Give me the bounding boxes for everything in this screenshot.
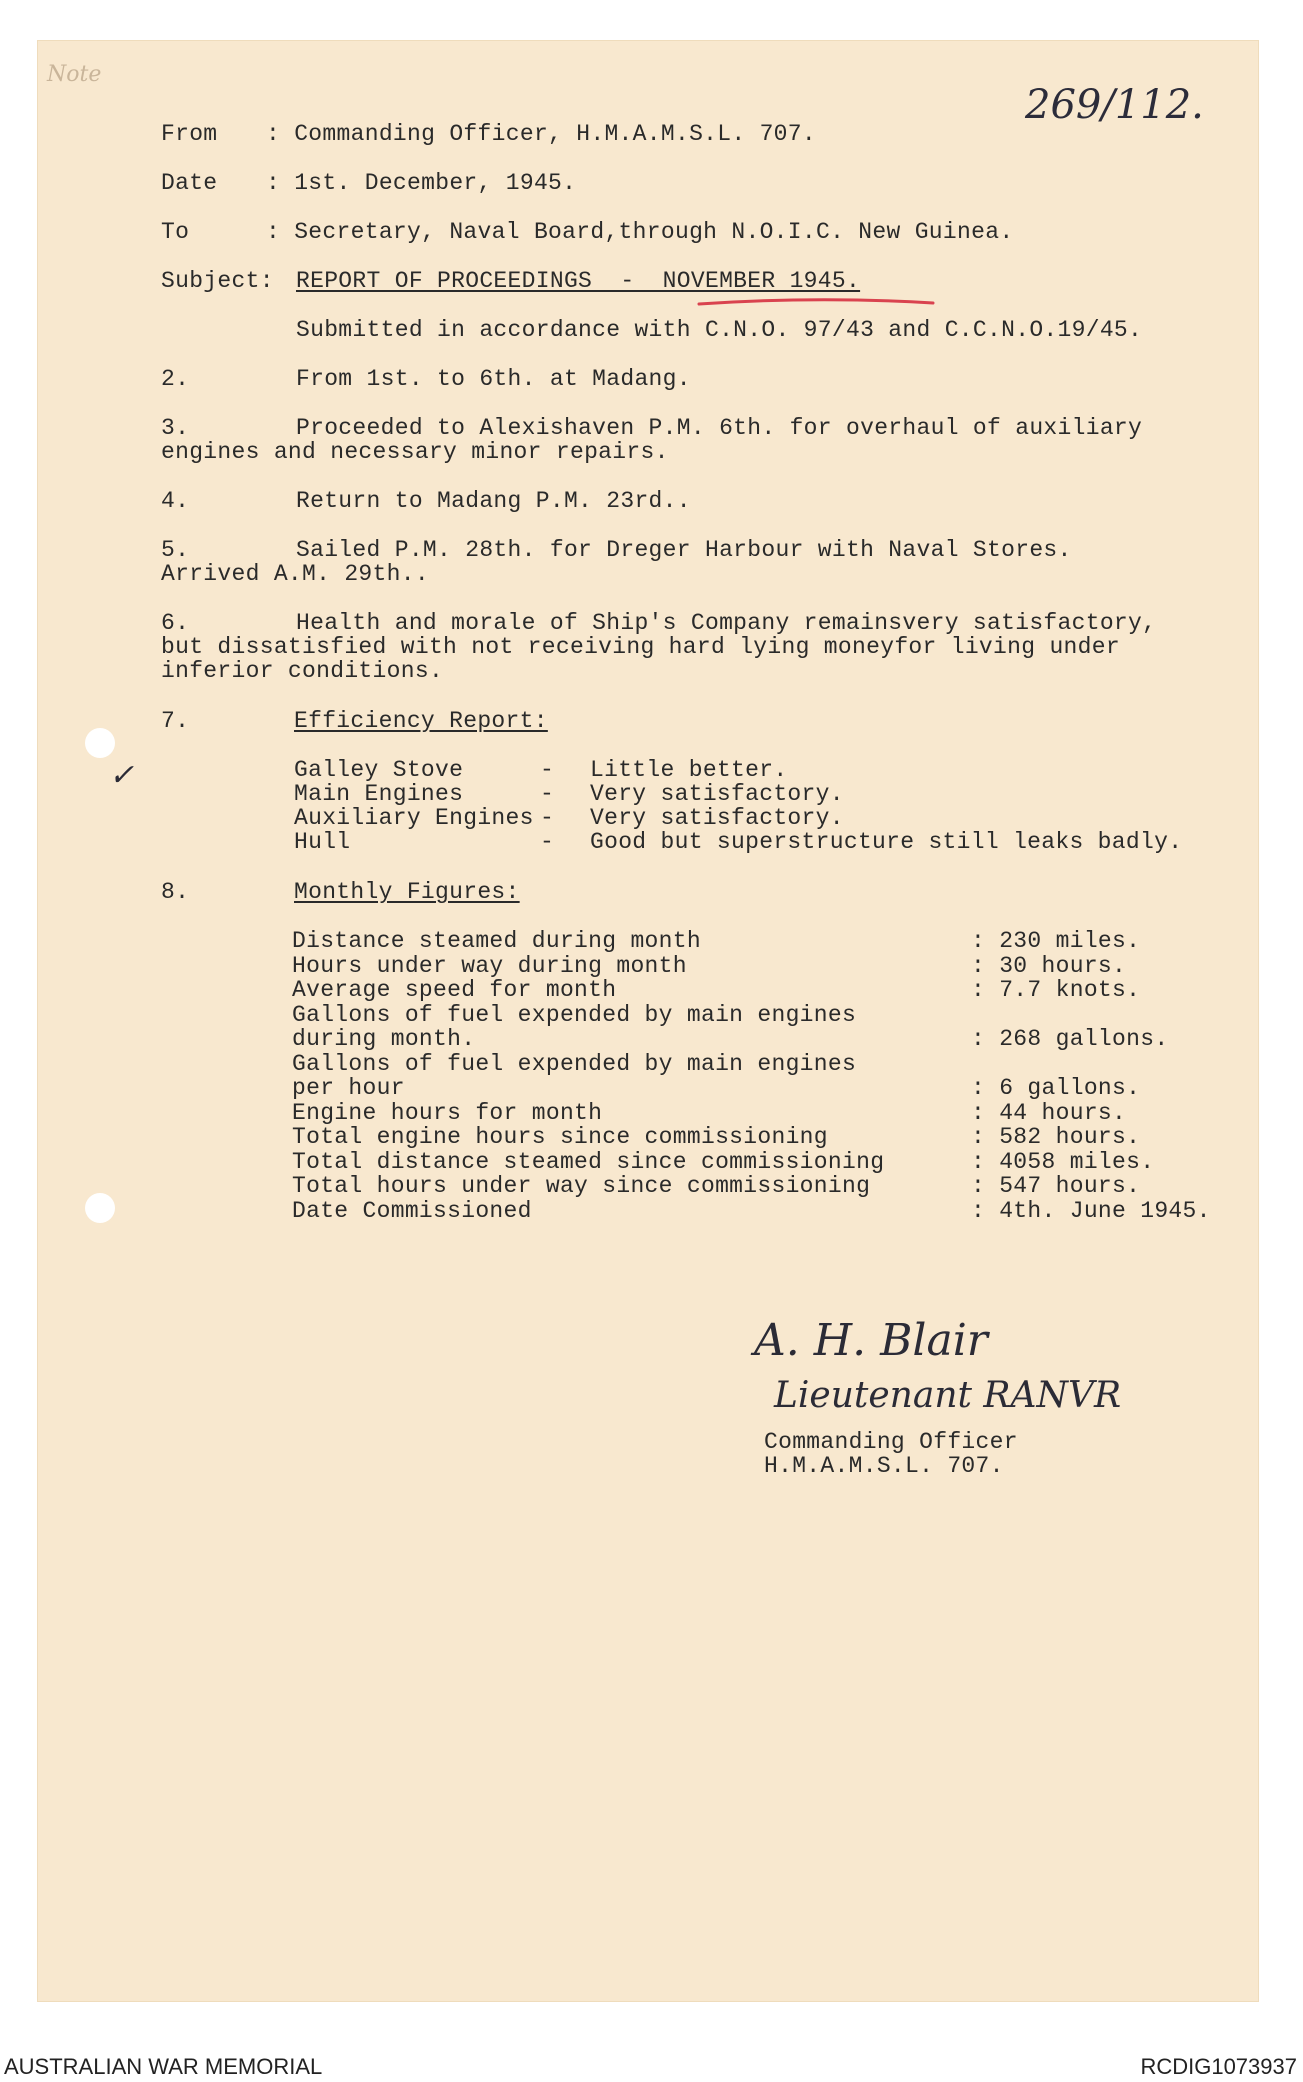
figure-value: : 582 hours. xyxy=(971,1124,1141,1150)
efficiency-separator: - xyxy=(540,805,555,831)
efficiency-status: Very satisfactory. xyxy=(590,781,844,807)
signature-title-2: H.M.A.M.S.L. 707. xyxy=(764,1453,1004,1479)
figure-label: Hours under way during month xyxy=(292,952,687,979)
footer-right: RCDIG1073937 xyxy=(1140,2054,1297,2079)
para-3-number: 3. xyxy=(161,415,190,441)
signature-rank: Lieutenant RANVR xyxy=(774,1375,1122,1416)
subject-value: REPORT OF PROCEEDINGS - NOVEMBER 1945. xyxy=(296,268,861,294)
figure-value: : 30 hours. xyxy=(971,952,1127,979)
figure-value: : 6 gallons. xyxy=(971,1075,1141,1101)
figure-label: Date Commissioned xyxy=(292,1197,532,1224)
figure-label: per hour xyxy=(292,1075,405,1101)
document-page xyxy=(37,40,1259,2002)
efficiency-separator: - xyxy=(540,829,555,855)
figure-label: Total distance steamed since commissioning xyxy=(292,1148,885,1175)
efficiency-item: Auxiliary Engines xyxy=(294,805,534,831)
date-label: Date xyxy=(161,170,218,196)
to-value: : Secretary, Naval Board,through N.O.I.C. New Guinea. xyxy=(266,219,1014,245)
efficiency-item: Hull xyxy=(294,829,351,855)
efficiency-status: Little better. xyxy=(590,757,788,783)
efficiency-separator: - xyxy=(540,781,555,807)
figure-label: Engine hours for month xyxy=(292,1099,603,1126)
from-value: : Commanding Officer, H.M.A.M.S.L. 707. xyxy=(266,121,816,147)
para-2: From 1st. to 6th. at Madang. xyxy=(296,366,691,392)
para-5-number: 5. xyxy=(161,537,190,563)
para-6-line-1: Health and morale of Ship's Company remainsvery satisfactory, xyxy=(296,610,1157,636)
punch-hole xyxy=(85,1193,115,1223)
figure-value: : 4058 miles. xyxy=(971,1148,1155,1175)
efficiency-status: Good but superstructure still leaks badly. xyxy=(590,829,1183,855)
efficiency-separator: - xyxy=(540,757,555,783)
efficiency-status: Very satisfactory. xyxy=(590,805,844,831)
para-8-number: 8. xyxy=(161,879,190,905)
figure-label: Average speed for month xyxy=(292,977,617,1003)
reference-number: 269/112. xyxy=(1025,82,1204,128)
para-3-line-2: engines and necessary minor repairs. xyxy=(161,439,669,465)
figure-value: : 268 gallons. xyxy=(971,1026,1169,1052)
para-6-line-3: inferior conditions. xyxy=(161,658,444,684)
figure-value: : 547 hours. xyxy=(971,1173,1141,1199)
efficiency-heading: Efficiency Report: xyxy=(294,708,548,734)
para-6-number: 6. xyxy=(161,610,190,636)
figure-label: Total engine hours since commissioning xyxy=(292,1124,828,1150)
date-value: : 1st. December, 1945. xyxy=(266,170,577,196)
margin-note: Note xyxy=(47,62,102,87)
para-7-number: 7. xyxy=(161,708,190,734)
efficiency-item: Main Engines xyxy=(294,781,464,807)
to-label: To xyxy=(161,219,190,245)
figure-label: Distance steamed during month xyxy=(292,928,701,954)
figure-value: : 4th. June 1945. xyxy=(971,1197,1211,1224)
from-label: From xyxy=(161,121,218,147)
figure-value: : 7.7 knots. xyxy=(971,977,1141,1003)
footer-left: AUSTRALIAN WAR MEMORIAL xyxy=(4,2054,323,2079)
para-5-line-1: Sailed P.M. 28th. for Dreger Harbour with Naval Stores. xyxy=(296,537,1072,563)
para-4: Return to Madang P.M. 23rd.. xyxy=(296,488,691,514)
para-3-line-1: Proceeded to Alexishaven P.M. 6th. for overhaul of auxiliary xyxy=(296,415,1143,441)
figure-label: Gallons of fuel expended by main engines xyxy=(292,1050,857,1077)
punch-hole xyxy=(85,728,115,758)
figure-label: during month. xyxy=(292,1026,476,1052)
figure-label: Gallons of fuel expended by main engines xyxy=(292,1001,857,1028)
para-2-number: 2. xyxy=(161,366,190,392)
subject-label: Subject: xyxy=(161,268,274,294)
monthly-heading: Monthly Figures: xyxy=(294,879,520,905)
figure-label: Total hours under way since commissioning xyxy=(292,1173,871,1199)
efficiency-item: Galley Stove xyxy=(294,757,464,783)
signature-name: A. H. Blair xyxy=(754,1315,988,1366)
para-6-line-2: but dissatisfied with not receiving hard lying moneyfor living under xyxy=(161,634,1120,660)
signature-title-1: Commanding Officer xyxy=(764,1429,1018,1455)
para-4-number: 4. xyxy=(161,488,190,514)
submitted-line: Submitted in accordance with C.N.O. 97/43 and C.C.N.O.19/45. xyxy=(296,317,1143,343)
red-underline xyxy=(697,295,937,309)
para-5-line-2: Arrived A.M. 29th.. xyxy=(161,561,429,587)
figure-value: : 230 miles. xyxy=(971,928,1141,954)
figure-value: : 44 hours. xyxy=(971,1099,1127,1126)
check-mark: ✓ xyxy=(109,758,135,793)
